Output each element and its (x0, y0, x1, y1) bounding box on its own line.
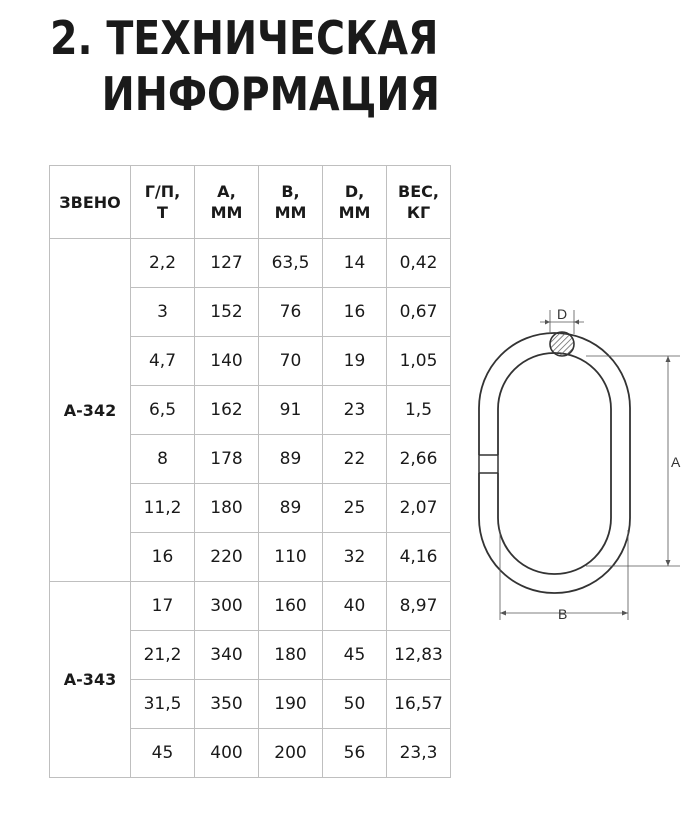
cell-a: 340 (195, 631, 259, 680)
link-model-cell: А-343 (50, 582, 131, 778)
cell-d: 45 (323, 631, 387, 680)
cell-b: 70 (259, 337, 323, 386)
cell-load: 4,7 (131, 337, 195, 386)
d-label: D (557, 306, 568, 322)
header-weight (387, 166, 451, 239)
cell-weight: 2,66 (387, 435, 451, 484)
table-row (50, 582, 451, 631)
cell-a: 178 (195, 435, 259, 484)
cell-weight: 1,5 (387, 386, 451, 435)
cell-weight: 4,16 (387, 533, 451, 582)
cell-load: 6,5 (131, 386, 195, 435)
a-arrow-top (666, 356, 671, 362)
cell-b: 63,5 (259, 239, 323, 288)
b-arrow-left (500, 611, 506, 616)
cell-load: 11,2 (131, 484, 195, 533)
a-label: A (671, 454, 681, 470)
d-arrow-right (574, 320, 579, 325)
cell-b: 200 (259, 729, 323, 778)
cell-weight: 1,05 (387, 337, 451, 386)
cell-a: 180 (195, 484, 259, 533)
cell-load: 16 (131, 533, 195, 582)
cell-d: 25 (323, 484, 387, 533)
b-arrow-right (622, 611, 628, 616)
header-d-line1: D, (344, 182, 365, 201)
cell-b: 180 (259, 631, 323, 680)
cell-d: 23 (323, 386, 387, 435)
cell-d: 40 (323, 582, 387, 631)
header-a-line1: A, (217, 182, 236, 201)
cell-weight: 2,07 (387, 484, 451, 533)
header-load-line2: Т (157, 203, 168, 222)
title-line-1: 2. ТЕХНИЧЕСКАЯ (50, 11, 439, 65)
cell-load: 2,2 (131, 239, 195, 288)
header-row (50, 166, 451, 239)
cell-b: 91 (259, 386, 323, 435)
cell-b: 76 (259, 288, 323, 337)
cell-b: 190 (259, 680, 323, 729)
cell-weight: 12,83 (387, 631, 451, 680)
header-load (131, 166, 195, 239)
spec-table (49, 165, 451, 778)
cell-d: 56 (323, 729, 387, 778)
header-weight-line2: КГ (406, 203, 431, 222)
cell-a: 220 (195, 533, 259, 582)
page-title (50, 10, 440, 122)
cell-weight: 8,97 (387, 582, 451, 631)
cell-b: 110 (259, 533, 323, 582)
a-arrow-bottom (666, 560, 671, 566)
spec-table-head (50, 166, 451, 239)
cell-b: 89 (259, 484, 323, 533)
cell-a: 127 (195, 239, 259, 288)
cell-a: 400 (195, 729, 259, 778)
title-line-2: ИНФОРМАЦИЯ (101, 67, 440, 121)
cell-b: 160 (259, 582, 323, 631)
cell-d: 19 (323, 337, 387, 386)
spec-table-body (50, 239, 451, 778)
link-diagram (468, 300, 688, 635)
header-d-line2: ММ (338, 203, 371, 222)
cell-a: 162 (195, 386, 259, 435)
cell-d: 32 (323, 533, 387, 582)
header-a (195, 166, 259, 239)
cell-load: 45 (131, 729, 195, 778)
cell-d: 14 (323, 239, 387, 288)
header-d (323, 166, 387, 239)
table-row (50, 239, 451, 288)
b-label: B (558, 606, 568, 622)
header-b (259, 166, 323, 239)
header-b-line1: B, (281, 182, 300, 201)
cell-weight: 0,67 (387, 288, 451, 337)
cell-load: 21,2 (131, 631, 195, 680)
header-load-line1: Г/П, (144, 182, 181, 201)
cell-a: 140 (195, 337, 259, 386)
header-weight-line1: ВЕС, (398, 182, 439, 201)
link-model-cell: А-342 (50, 239, 131, 582)
cell-b: 89 (259, 435, 323, 484)
header-link (50, 166, 131, 239)
cell-load: 3 (131, 288, 195, 337)
cell-load: 8 (131, 435, 195, 484)
cross-section-circle (550, 332, 574, 356)
cell-weight: 0,42 (387, 239, 451, 288)
cell-d: 22 (323, 435, 387, 484)
header-b-line2: ММ (274, 203, 307, 222)
header-link-text: ЗВЕНО (59, 192, 121, 212)
link-outer-outline (479, 333, 630, 593)
cell-weight: 16,57 (387, 680, 451, 729)
cell-a: 350 (195, 680, 259, 729)
cell-load: 17 (131, 582, 195, 631)
cell-d: 16 (323, 288, 387, 337)
d-arrow-left (545, 320, 550, 325)
cell-load: 31,5 (131, 680, 195, 729)
cell-d: 50 (323, 680, 387, 729)
cell-weight: 23,3 (387, 729, 451, 778)
header-a-line2: ММ (210, 203, 243, 222)
cell-a: 152 (195, 288, 259, 337)
link-inner-outline (498, 353, 611, 574)
cell-a: 300 (195, 582, 259, 631)
